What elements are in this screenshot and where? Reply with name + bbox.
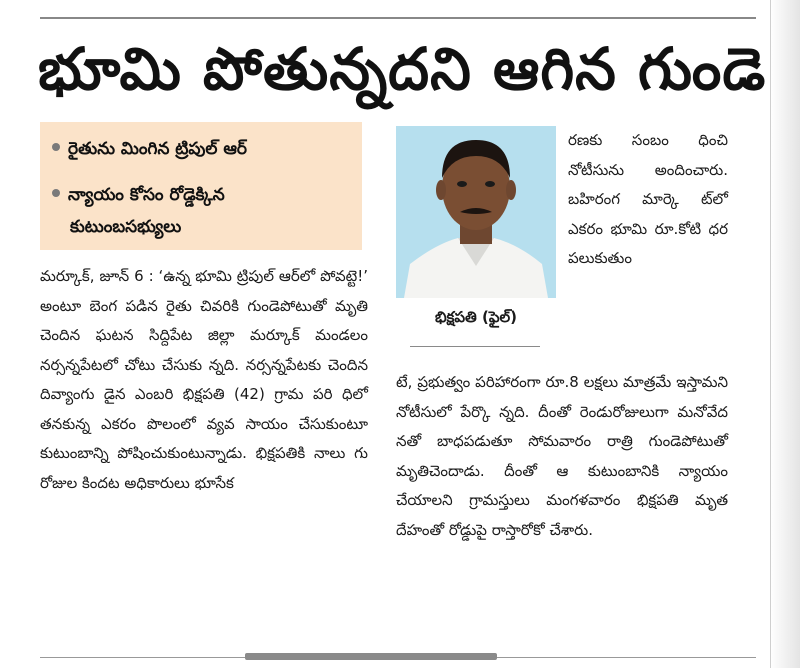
kicker-text: న్యాయం కోసం రోడ్డెక్కిన — [68, 185, 225, 205]
portrait-image — [396, 126, 556, 298]
article-right-column — [568, 126, 728, 274]
article-wide-column — [396, 368, 728, 545]
horizontal-scrollbar-thumb[interactable] — [245, 653, 497, 660]
photo-caption: భిక్షపతి (ఫైల్) — [434, 308, 518, 326]
page-edge-line — [770, 0, 771, 668]
kicker-item — [52, 134, 358, 164]
kicker-text: కుటుంబసభ్యులు — [70, 217, 182, 237]
bullet-icon — [52, 189, 60, 197]
article-paragraph-right-top: రణకు సంబం ధించి నోటీసును అందించారు. బహిరంగ మార్కె ట్‌లో ఎకరం భూమి రూ.కోటి ధర పలుకుతుం — [568, 131, 728, 267]
article-left-column — [40, 262, 368, 498]
article-paragraph-left: మర్కూక్, జూన్ 6 : ‘ఉన్న భూమి ట్రిపుల్ ఆర్‌లో పోవట్టె!’ అంటూ బెంగ పడిన రైతు చివరికి గుండెపోటుతో మృతి చెందిన ఘటన సిద్దిపేట జిల్లా మర్కూక్ మండలం నర్సన్నపేటలో చోటు చేసుకు న్నది. నర్సన్నపేటకు చెందిన దివ్యాంగు డైన ఎంబరి భిక్షపతి (42) గ్రామ పరి ధిలో తనకున్న ఎకరం పొలంలో వ్యవ సాయం చేసుకుంటూ కుటుంబాన్ని పోషించుకుంటున్నాడు. భిక్షపతికి నాలు గు రోజుల కిందట అధికారులు భూసేక — [40, 267, 368, 492]
article-paragraph-right-wide: టే, ప్రభుత్వం పరిహారంగా రూ.8 లక్షలు మాత్రమే ఇస్తామని నోటీసులో పేర్కొ న్నది. దీంతో రెండురోజులుగా మనోవేద నతో బాధపడుతూ సోమవారం రాత్రి గుండెపోటుతో మృతిచెందాడు. దీంతో ఆ కుటుంబానికి న్యాయం చేయాలని గ్రామస్తులు మంగళవారం భిక్షపతి మృత దేహంతో రోడ్డుపై రాస్తారోకో చేశారు. — [396, 373, 728, 539]
page-edge-shadow — [770, 0, 800, 668]
bullet-icon — [52, 143, 60, 151]
caption-rule — [410, 346, 540, 347]
kicker-text: రైతును మింగిన ట్రిపుల్ ఆర్ — [68, 139, 247, 159]
kicker-item — [52, 180, 358, 210]
kicker-box — [40, 122, 362, 250]
kicker-item-continued — [70, 212, 376, 242]
top-rule — [40, 17, 756, 19]
headline: భూమి పోతున్నదని ఆగిన గుండె — [38, 35, 767, 103]
farmer-photo — [396, 126, 556, 298]
